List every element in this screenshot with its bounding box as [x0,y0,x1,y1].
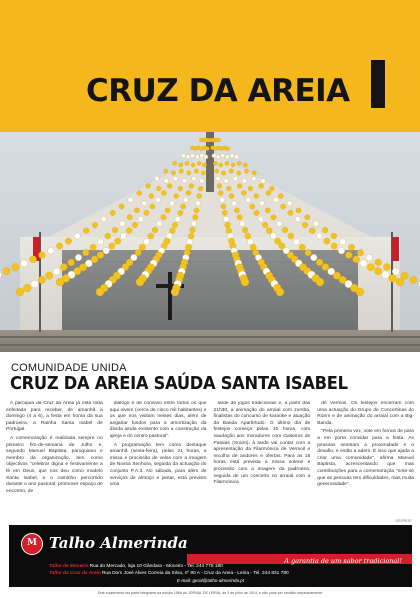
garland-flower [392,268,399,275]
garland-flower [299,244,305,250]
garland-flower [220,197,225,202]
garland-flower [396,278,404,286]
garland-flower [252,171,256,175]
garland-flower [97,239,103,245]
garland-flower [161,215,166,220]
garland-flower [182,179,187,184]
garland-flower [221,154,225,158]
masthead-accent-bar [371,60,385,108]
garland-flower [60,264,67,271]
garland-flower [46,272,53,279]
garland-flower [322,264,329,271]
garland-flower [139,244,145,250]
garland-flower [186,155,190,159]
garland-flower [30,256,37,263]
garland-flower [247,239,253,245]
garland-flower [233,176,238,181]
garland-flower [165,208,170,213]
garland-flower [345,252,352,259]
photo-credit: DR/PROP. [395,519,412,523]
garland-flower [173,176,178,181]
garland-flower [401,272,408,279]
garland-flower [331,233,337,239]
garland-flower [273,197,278,202]
garland-flower [203,163,207,167]
garland-flower [266,228,272,234]
garland-flower [21,260,28,267]
garland-flower [105,233,111,239]
garland-flower [223,216,229,222]
article-column-1 [6,401,103,521]
garland-flower [410,276,417,283]
garland-flower [193,215,198,220]
garland-flower [317,233,323,239]
garland-flower [224,179,229,184]
article-column-2 [110,401,207,521]
garland-flower [53,268,60,275]
garland-flower [164,179,169,184]
garland-flower [127,215,132,220]
garland-flower [164,169,168,173]
garland-flower [248,186,253,191]
garland-flower [322,227,328,233]
ad-logo [21,533,43,555]
garland-flower [271,215,276,220]
garland-flower [353,256,360,263]
garland-flower [226,228,232,234]
ad-address-text: Rua do Mercado, loja 10 Gândara - Moceiro - Tel. 244 775 180 [88,564,223,569]
article-paragraph: diálogo e de convívio entre todos os que aqui vivem (cerca de cinco mil habitantes) e os que nos visitam nestes dias, além de angariar fundos para a amortização da dívida ainda existente com a construção da igreja e do centro pastoral". [109,401,207,439]
garland-flower [179,163,183,167]
garland-flower [230,154,234,158]
garland-flower [261,179,266,184]
garland-flower [148,233,154,239]
garland-flower [316,259,323,266]
garland-flower [144,210,149,215]
garland-flower [191,221,197,227]
garland-flower [152,227,158,233]
article-column-3 [214,401,311,521]
garland-flower [229,169,233,173]
garland-flower [90,244,96,250]
ad-address-text: Rua Dom José Alves Correia da Silva, nº 90 A - Cruz da Areia - Leiria - Tel. 244 831 780 [100,571,289,576]
garland-flower [302,222,308,228]
article-paragraph: A comemoração é realizada sempre no primeiro fim-de-semana de Julho e, segundo Manuel Baptista, paroquiano e membro da organização, tem como objectivos "celebrar digna e festivamente a fé em Deus, que nos deu como modelo Santa Isabel, e o caminho percorrido durante o ano pastoral; promover espaço de encontro, de [6,435,103,494]
garland-flower [181,154,185,158]
garland-flower [305,249,311,255]
garland-flower [169,228,175,234]
garland-flower [215,169,219,173]
garland-flower [234,155,238,159]
garland-flower [200,154,204,158]
garland-flower [288,210,293,215]
garland-flower [146,184,151,189]
garland-flower [12,264,19,271]
garland-flower [288,233,294,239]
garland-flower [192,176,197,181]
garland-flower [383,264,390,271]
garland-flower [348,244,354,250]
garland-flower [217,138,221,142]
garland-flower [173,161,177,165]
garland-flower [175,216,181,222]
garland-flower [225,222,231,228]
garland-flower [92,222,98,228]
garland-flower [181,204,186,209]
garland-flower [282,227,288,233]
article-paragraph: A paróquia da Cruz da Areia já está toda enfeitada para receber, de amanhã a domingo (4 a 6), a festa em honra da sua padroeira, a Rainha Santa Isabel de Portugal. [6,401,103,433]
garland-flower [132,222,138,228]
garland-flower [204,155,208,159]
garland-flower [169,201,174,206]
garland-flower [366,254,373,261]
garland-flower [217,184,222,189]
garland-flower [374,267,381,274]
garland-flower [305,215,310,220]
garland-flower [212,154,216,158]
garland-flower [278,194,283,199]
garland-flower [68,259,75,266]
garland-flower [161,191,166,196]
garland-flower [179,169,183,173]
article-body [6,401,414,521]
garland-flower [38,276,45,283]
garland-flower [31,280,39,288]
garland-flower [219,163,223,167]
garland-flower [254,194,259,199]
garland-flower [382,271,390,279]
garland-flower [83,249,89,255]
garland-flower [143,239,149,245]
garland-flower [190,227,196,233]
ad-email[interactable]: E-mail: geral@talho-almerinda.pt [176,578,245,583]
article-paragraph: de Vermoil. Os festejos encerram com uma actuação do Grupo de Concertinas do Rúrim e de animação do arraial com a Big-Banda. [317,401,414,426]
garland-flower [174,194,179,199]
garland-flower [331,243,337,249]
garland-flower [218,191,223,196]
garland-flower [195,155,199,159]
garland-flower [150,204,155,209]
garland-flower [56,243,62,249]
garland-flower [119,204,124,209]
garland-flower [309,228,315,234]
garland-flower [178,210,183,215]
article-kicker: COMUNIDADE UNIDA [11,362,127,374]
garland-flower [265,208,270,213]
garland-flower [56,278,64,286]
garland-flower [23,284,31,292]
garland-flower [48,247,55,254]
garland-flower [270,233,276,239]
garland-flower [324,238,330,244]
garland-flower [245,233,251,239]
garland-flower [200,179,205,184]
garland-flower [244,169,248,173]
garland-flower [316,278,324,286]
garland-flower [231,163,235,167]
garland-flower [338,247,345,254]
garland-flower [142,201,147,206]
article-headline: CRUZ DA AREIA SAÚDA SANTA ISABEL [10,374,348,394]
garland-flower [293,239,299,245]
garland-flower [136,278,144,286]
garland-flower [16,288,24,296]
talho-almerinda-ad[interactable] [9,525,412,587]
garland-flower [109,243,115,249]
garland-flower [276,288,284,296]
garland-flower [222,210,227,215]
garland-flower [250,204,255,209]
ad-address-place: Talho de Moceiro [49,564,89,569]
garland-flower [83,228,89,234]
garland-flower [171,171,175,175]
garland-flower [103,247,110,254]
ad-address-place: Talho da Cruz da Areia [49,571,101,576]
garland-flower [156,197,161,202]
garland-flower [252,176,257,181]
garland-flower [213,161,217,165]
garland-flower [242,227,248,233]
garland-flower [120,233,126,239]
garland-flower [356,288,364,296]
garland-flower [246,197,251,202]
garland-flower [156,186,161,191]
garland-flower [187,171,191,175]
garland-flower [254,210,259,215]
garland-flower [367,264,374,271]
garland-flower [197,194,202,199]
garland-flower [311,254,318,261]
garland-flower [101,216,107,222]
masthead-title: CRUZ DA AREIA [86,73,350,109]
garland-flower [138,216,144,222]
garland-flower [232,201,237,206]
garland-flower [237,184,242,189]
article-paragraph: tarde de jogos tradicionais e, a partir das 21h30, a animação do arraial com zumba, finalistas do concurso de karaoke e atuação da Banda Apartirtudo. O último dia de festejos começa pelas 10 horas, com saudação aos moradores com Gaiteiros de Pataias (Souro), à tarde vai contar com a apresentação da Filarmónica de Vermoil e recolha de andores e ofertas. Para as 15 horas está prevista a missa solene e procissão com a imagem da padroeira, seguida de um concerto no arraial com a Filarmónica [213,401,311,486]
footer-note: Este suplemento faz parte integrante da edição 1566 do JORNAL DE LEIRIA, de 3 de julho de 2014, e não pode ser vendido separadamente [97,591,323,595]
church-photo [0,132,420,352]
garland-flower [191,163,195,167]
garland-flower [241,191,246,196]
garland-flower [276,221,282,227]
garland-flower [74,233,80,239]
garland-flower [237,171,241,175]
article-column-4 [317,401,414,521]
garland-flower [221,171,225,175]
garland-flower [266,191,271,196]
garland-flower [110,210,115,215]
garland-flower [115,238,121,244]
garland-flower [287,201,292,206]
garland-flower [296,208,301,213]
garland-flower [126,228,132,234]
garland-flower [39,252,46,259]
garland-flower [360,260,367,267]
garland-flower [221,204,226,209]
garland-flower [241,278,249,286]
garland-flower [134,208,139,213]
garland-flower [167,184,172,189]
garland-flower [229,194,234,199]
garland-flower [281,204,286,209]
garland-flower [226,147,230,151]
garland-flower [234,208,239,213]
garland-flower [340,239,346,245]
ad-slogan: A garantia de um sabor tradicional! [284,557,402,565]
article-paragraph: "Pela primeira vez, vote em fornos de para a em porta convidar para a festa. As pessoas sentiram a proximidade e o desafio, e estão a aderir. É isso que ajuda a criar uma comunidade", afirma Manuel Baptista, acrescentando que mas contribuições para a comemoração "note-se que as pessoas tem dificuldades, mas muita generosidade". [317,429,414,488]
garland-flower [183,197,188,202]
article-paragraph: A programação tem como destaque amanhã (sexta-feira), pelas 21 horas, a missa e procissão de velas com a imagem de Nossa Senhora, seguida da actuação do conjunto P.A.3. No sábado, para além de serviços de almoço e jantar, está previsto uma [109,442,207,488]
garland-flower [96,288,104,296]
garland-flower [295,216,301,222]
garland-flower [65,238,71,244]
garland-flower [242,179,247,184]
garland-flower [225,155,229,159]
garland-flower [120,221,126,227]
masthead [0,0,420,132]
garland-flower [205,147,209,151]
garland-flower [189,184,194,189]
garland-flower [156,221,162,227]
garland-flower [194,169,198,173]
garland-flower [237,161,241,165]
garland-flower [178,186,183,191]
garland-flower [197,161,201,165]
garland-flower [201,171,205,175]
garland-flower [237,215,242,220]
garland-flower [155,176,160,181]
garland-flower [194,208,199,213]
garland-flower [198,186,203,191]
garland-flower [216,176,221,181]
ad-address-line [49,564,223,569]
garland-flower [187,239,193,245]
garland-flower [188,233,194,239]
garland-flower [357,249,363,255]
garland-flower [186,191,191,196]
ad-business-name: Talho Almerinda [49,534,188,552]
garland-flower [259,201,264,206]
garland-flower [195,201,200,206]
ad-address-line [49,571,289,576]
garland-flower [226,186,231,191]
garland-flower [262,222,268,228]
garland-flower [191,154,195,158]
garland-flower [243,163,247,167]
garland-flower [149,194,154,199]
garland-flower [75,254,82,261]
garland-flower [137,191,142,196]
garland-flower [259,184,264,189]
garland-flower [185,161,189,165]
garland-flower [172,222,178,228]
garland-flower [225,161,229,165]
garland-flower [313,221,319,227]
garland-flower [258,216,264,222]
garland-flower [240,221,246,227]
garland-flower [112,227,118,233]
ad-logo-glyph: M [27,538,37,548]
garland-flower [97,252,104,259]
garland-flower [375,259,382,266]
garland-flower [128,197,133,202]
garland-flower [171,288,179,296]
garland-flower [216,155,220,159]
garland-flower [3,267,10,274]
garland-flower [270,186,275,191]
garland-flower [389,275,397,283]
